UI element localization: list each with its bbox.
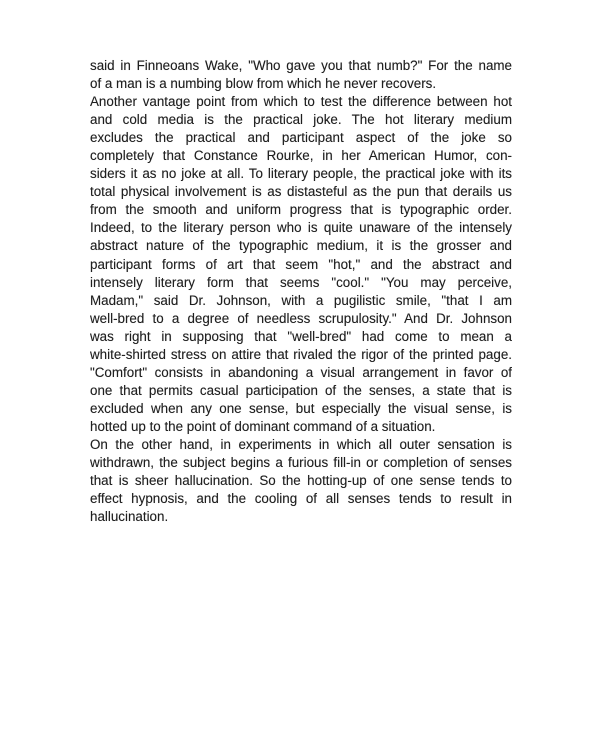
text-line: withdrawn, the subject begins a furious fill-in or completion of senses — [90, 455, 512, 471]
text-line: participant forms of art that seem "hot," and the abstract and — [90, 256, 512, 272]
text-line: total physical involvement is as distasteful as the pun that derails us — [90, 184, 512, 200]
text-line: excludes the practical and participant aspect of the joke so — [90, 130, 512, 146]
text-line: siders it as no joke at all. To literary people, the practical joke with its — [90, 166, 512, 182]
text-line: white-shirted stress on attire that rivaled the rigor of the printed page. — [90, 346, 512, 362]
text-line: hotted up to the point of dominant command of a situation. — [90, 418, 436, 434]
text-line: abstract nature of the typographic medium, it is the grosser and — [90, 238, 512, 254]
text-line: was right in supposing that "well-bred" had come to mean a — [90, 328, 512, 344]
text-line: and cold media is the practical joke. The hot literary medium — [90, 112, 512, 128]
text-line: intensely literary form that seems "cool." "You may perceive, — [90, 274, 512, 290]
text-line: On the other hand, in experiments in which all outer sensation is — [90, 436, 512, 452]
text-line: hallucination. — [90, 509, 169, 525]
text-line: excluded when any one sense, but especially the visual sense, is — [90, 400, 512, 416]
text-line: well-bred to a degree of needless scrupulosity." And Dr. Johnson — [90, 310, 512, 326]
text-line: said in Finneoans Wake, "Who gave you that numb?" For the name — [90, 58, 512, 73]
text-line: Indeed, to the literary person who is quite unaware of the intensely — [90, 220, 512, 236]
text-line: Another vantage point from which to test the difference between hot — [90, 94, 512, 110]
text-line: that is sheer hallucination. So the hotting-up of one sense tends to — [90, 473, 512, 489]
text-line: from the smooth and uniform progress that is typographic order. — [90, 202, 512, 218]
text-block — [90, 57, 512, 526]
text-line: effect hypnosis, and the cooling of all senses tends to result in — [90, 491, 512, 507]
text-line: completely that Constance Rourke, in her American Humor, con- — [90, 148, 512, 164]
text-line: "Comfort" consists in abandoning a visual arrangement in favor of — [90, 364, 512, 380]
text-line: Madam," said Dr. Johnson, with a pugilistic smile, "that I am — [90, 292, 512, 308]
text-line: one that permits casual participation of the senses, a state that is — [90, 382, 512, 398]
text-line: of a man is a numbing blow from which he never recovers. — [90, 76, 437, 92]
